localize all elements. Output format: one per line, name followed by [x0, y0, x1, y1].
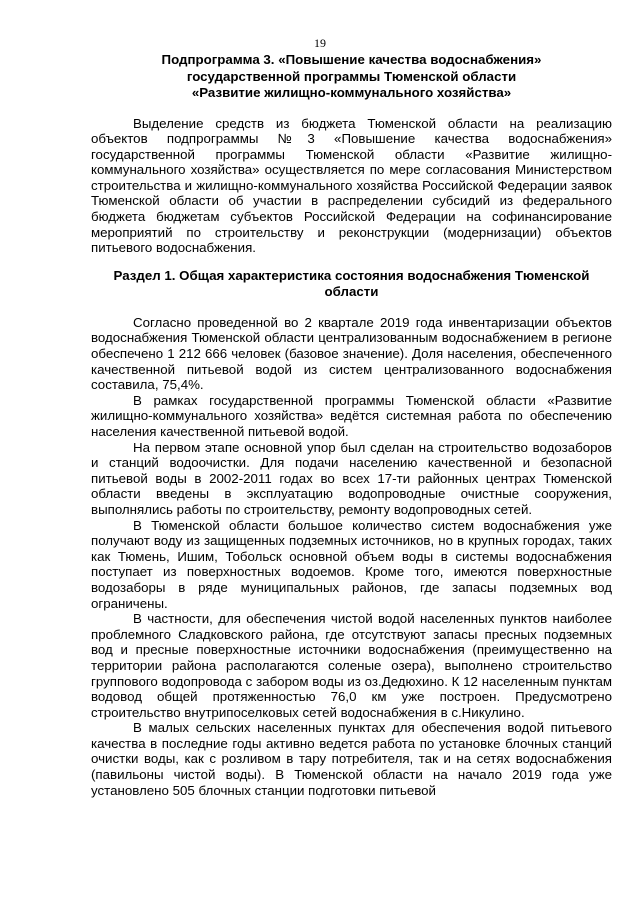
subprogram-title-line-2: государственной программы Тюменской области	[186, 68, 517, 84]
section-1-title-line-2: области	[324, 284, 379, 300]
subprogram-title	[91, 52, 612, 102]
section-1-paragraph-4: В Тюменской области большое количество систем водоснабжения уже получают воду из защищенных подземных источников, но в крупных городах, таких как Тюмень, Ишим, Тобольск основной объем воды в системы водоснабжения поступает из поверхностных водоемов. Кроме того, имеются поверхностные водозаборы в ряде муниципальных районов, где запасы подземных вод ограничены.	[91, 517, 612, 611]
section-1-title-line-1: Раздел 1. Общая характеристика состояния водоснабжения Тюменской	[113, 267, 590, 283]
intro-paragraph: Выделение средств из бюджета Тюменской области на реализацию объектов подпрограммы №3 «Повышение качества водоснабжения» государственной программы Тюменской области «Развитие жилищно-коммунального хозяйства» осуществляется по мере согласования Министерством строительства и жилищно-коммунального хозяйства Российской Федерации заявок Тюменской области об участии в распределении субсидий из федерального бюджета бюджетам субъектов Российской Федерации на софинансирование мероприятий по строительству и реконструкции (модернизации) объектов питьевого водоснабжения.	[91, 115, 612, 256]
section-1-paragraph-1: Согласно проведенной во 2 квартале 2019 года инвентаризации объектов водоснабжения Тюменской области централизованным водоснабжением в регионе обеспечено 1 212 666 человек (базовое значение). Доля населения, обеспеченного качественной питьевой водой из систем централизованного водоснабжения составила, 75,4%.	[91, 314, 612, 393]
subprogram-title-line-1: Подпрограмма 3. «Повышение качества водоснабжения»	[161, 52, 542, 67]
document-content	[91, 52, 612, 798]
section-1-title	[91, 268, 612, 301]
subprogram-title-line-3: «Развитие жилищно-коммунального хозяйства»	[191, 85, 512, 100]
section-1-paragraph-3: На первом этапе основной упор был сделан на строительство водозаборов и станций водоочистки. Для подачи населению качественной и безопасной питьевой воды в 2002-2011 годах во всех 17-ти районных центрах Тюменской области введены в эксплуатацию водопроводные очистные сооружения, выполнялись работы по строительству, ремонту водопроводных сетей.	[91, 439, 612, 517]
section-1-paragraph-6: В малых сельских населенных пунктах для обеспечения водой питьевого качества в последние годы активно ведется работа по установке блочных станций очистки воды, как с розливом в тару потребителя, так и на сетях водоснабжения (павильоны чистой воды). В Тюменской области на начало 2019 года уже установлено 505 блочных станции подготовки питьевой	[91, 720, 612, 798]
section-1-paragraph-5: В частности, для обеспечения чистой водой населенных пунктов наиболее проблемного Сладковского района, где отсутствуют запасы пресных подземных вод и пресные поверхностные источники водоснабжения (преимущественно на территории района располагаются соленые озера), выполнено строительство группового водопровода с забором воды из оз.Дедюхино. К 12 населенным пунктам водовод общей протяженностью 76,0 км уже построен. Предусмотрено строительство внутрипоселковых сетей водоснабжения в с.Никулино.	[91, 611, 612, 720]
page-number: 19	[314, 36, 326, 50]
section-1-paragraph-2: В рамках государственной программы Тюменской области «Развитие жилищно-коммунального хозяйства» ведётся системная работа по обеспечению населения качественной питьевой водой.	[91, 392, 612, 439]
